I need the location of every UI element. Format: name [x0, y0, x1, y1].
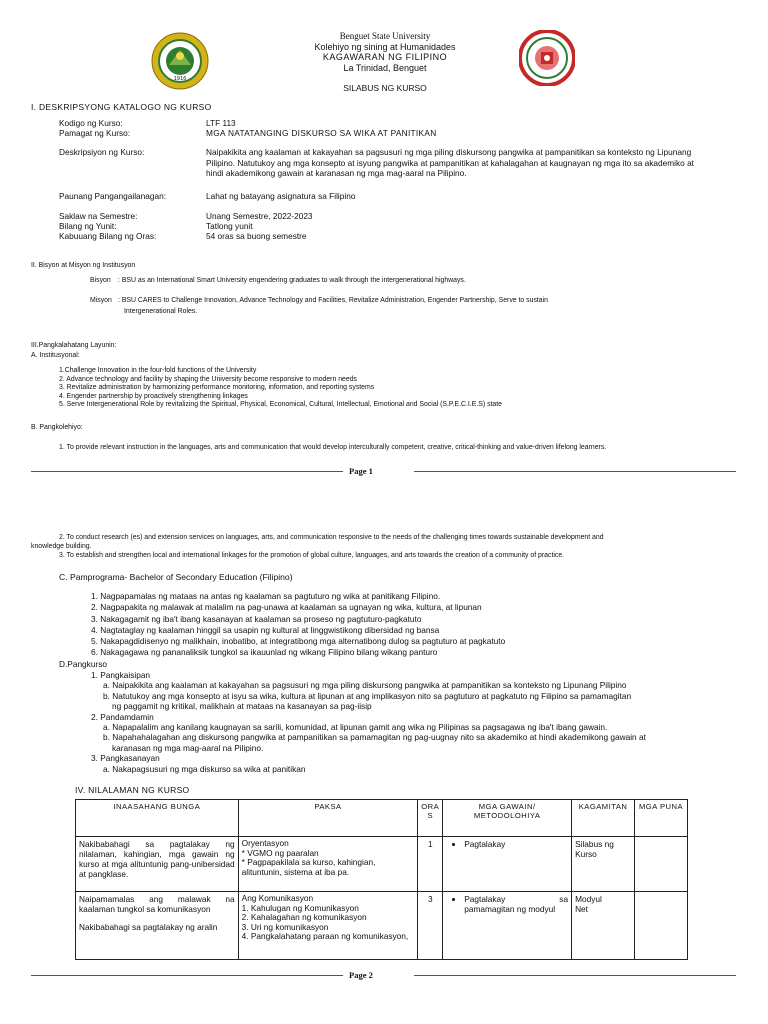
topic-cell [238, 837, 418, 892]
units-value: Tatlong yunit [206, 221, 253, 231]
list-item: a. Nakapagsusuri ng mga diskurso sa wika at panitikan [103, 763, 306, 774]
list-item: b. Napahahalagahan ang diskursong pangwika at pampanitikan sa pamamagitan ng pag-uugnay nito sa akademiko at hindi akademikong gawain at [103, 732, 646, 743]
mission-label: Misyon [90, 297, 112, 304]
list-item: a. Naipakikita ang kaalaman at kakayahan sa pagsusuri ng mga piling diskursong pangwika at pampanitikan sa konteksto ng Lipunang Pilipino [103, 680, 627, 691]
column-header: ORA S [418, 800, 443, 837]
vision-label: Bisyon [90, 277, 111, 284]
material-item: Kurso [575, 849, 597, 859]
topic-item: 2. Kahalagahan ng komunikasyon [241, 912, 367, 922]
materials-cell [572, 892, 635, 960]
materials-cell [572, 837, 635, 892]
course-description [206, 147, 746, 179]
list-item: 3. Revitalize administration by harmonizing performance monitoring, information, and reporting systems [59, 384, 375, 392]
section-i-heading: I. DESKRIPSYONG KATALOGO NG KURSO [31, 102, 212, 112]
activity-item: • Pagtalakay [464, 839, 568, 849]
cell-text: Nakibabahagi sa pagtalakay ng nilalaman, kahingian, mga gawain ng kurso at mga alituntunig pang-unibersidad at pangklase. [79, 839, 235, 879]
course-outcomes [91, 670, 646, 774]
list-item: 2. Advance technology and facility by shaping the University become responsive to modern needs [59, 375, 358, 383]
column-header: MGA GAWAIN/ METODOLOHIYA [443, 800, 572, 837]
list-item: 1.Challenge Innovation in the four-fold functions of the University [59, 367, 257, 374]
page-number: Page 1 [349, 466, 373, 476]
university-name: Benguet State University [339, 31, 431, 41]
knowledge-heading: 1. Pangkaisipan [91, 670, 151, 680]
description-label: Deskripsiyon ng Kurso: [59, 147, 145, 157]
list-item-cont: karanasan ng mga mag-aaral na Pilipino. [112, 742, 264, 753]
material-item: Net [575, 904, 588, 914]
material-item: Silabus ng [575, 839, 614, 849]
page-rule [31, 471, 343, 472]
page-number: Page 2 [349, 970, 373, 980]
page-rule [414, 975, 736, 976]
cell-text: Naipamamalas ang malawak na kaalaman tungkol sa komunikasyon [79, 894, 235, 914]
vision-text: : BSU as an International Smart University engendering graduates to walk through the intergenerational highways. [118, 277, 466, 284]
description-line: Pilipino. Natutukoy ang mga konsepto at isyung pangwika at pampanitikan at kahalagahan at kaugnayan ng mga ito sa akademiko at [206, 157, 694, 168]
topic-item: 1. Kahulugan ng Komunikasyon [241, 902, 359, 913]
column-header: PAKSA [238, 800, 418, 837]
list-item-cont: ng paggamit ng kritikal, malikhain at mataas na kasanayan sa pag-iisip [112, 701, 372, 712]
page-rule [31, 975, 343, 976]
mission-text-cont: Intergenerational Roles. [124, 308, 198, 315]
activity-cell [443, 892, 572, 960]
hours-cell: 1 [418, 837, 443, 892]
hours-cell: 3 [418, 892, 443, 960]
department-name: KAGAWARAN NG FILIPINO [322, 52, 448, 62]
table-header-row [76, 800, 688, 837]
list-item: 4. Engender partnership by proactively strengthening linkages [59, 392, 248, 400]
hours-label: Kabuuang Bilang ng Oras: [59, 231, 157, 241]
institutional-heading: A. Institusyonal: [31, 352, 80, 359]
page-rule [414, 471, 736, 472]
material-item: Modyul [575, 894, 602, 904]
college-goal-2-line: 2. To conduct research (es) and extension services on languages, arts, and communication responsive to the needs of the challenging times towards sustainable development and [59, 534, 604, 541]
table-row [76, 892, 688, 960]
prerequisite-label: Paunang Pangangailanagan: [59, 191, 167, 201]
letterhead [230, 31, 540, 73]
logo-year: 1916 [173, 76, 187, 82]
list-item: 5. Nakapagdidisenyo ng malikhain, inobatibo, at integratibong mga alternatibong dulog sa pagtuturo at pagkatuto [91, 636, 506, 647]
expected-outcome-cell [76, 837, 239, 892]
topic-item: 3. Uri ng komunikasyon [241, 921, 329, 932]
location: La Trinidad, Benguet [343, 62, 427, 73]
list-item: 2. Nagpapakita ng malawak at malalim na pag-unawa at kaalaman sa ugnayan ng wika, kultura, at lipunan [91, 602, 482, 613]
semester-label: Saklaw na Semestre: [59, 211, 138, 221]
affective-heading: 2. Pandamdamin [91, 711, 154, 722]
activity-item: • Pagtalakay sa pamamagitan ng modyul [464, 894, 568, 914]
college-goal-2-line: knowledge building. [31, 543, 92, 550]
college-goal-3: 3. To establish and strengthen local and international linkages for the promotion of global culture, languages, and arts towards the creation of a community of practice. [59, 552, 565, 559]
description-line: hindi akademikong gawain at karanasan ng mga mag-aaral na Pilipino. [206, 168, 467, 178]
course-title-value: MGA NATATANGING DISKURSO SA WIKA AT PANITIKAN [206, 128, 437, 138]
remarks-cell [635, 892, 688, 960]
units-label: Bilang ng Yunit: [59, 221, 117, 231]
course-outcomes-heading: D.Pangkurso [59, 659, 107, 669]
topic-cell [238, 892, 418, 960]
activity-cell [443, 837, 572, 892]
list-item: a. Napapalalim ang kanilang kaugnayan sa sarili, komunidad, at lipunan gamit ang wika ng Pilipinas sa pagsagawa ng iba't ibang gawain. [103, 722, 608, 733]
list-item: b. Natutukoy ang mga konsepto at isyu sa wika, kultura at lipunan at ang implikasyon nito sa pagtuturo at pagkatuto ng Filipino sa pamamagitan [103, 690, 632, 701]
topic-title: Oryentasyon [241, 838, 289, 848]
column-header: MGA PUNA [635, 800, 688, 837]
section-ii-heading: II. Bisyon at Misyon ng Institusyon [31, 262, 136, 269]
column-header: INAASAHANG BUNGA [76, 800, 239, 837]
expected-outcome-cell [76, 892, 239, 960]
remarks-cell [635, 837, 688, 892]
skills-heading: 3. Pangkasanayan [91, 753, 160, 764]
list-item: 6. Nakagagawa ng pananaliksik tungkol sa ikauunlad ng wikang Filipino bilang wikang panturo [91, 647, 438, 658]
mission-text: : BSU CARES to Challenge Innovation, Advance Technology and Facilities, Revitalize Administration, Engender Partnership, Serve to sustain [118, 297, 549, 304]
institutional-goals [59, 367, 502, 410]
semester-value: Unang Semestre, 2022-2023 [206, 211, 313, 221]
course-code-label: Kodigo ng Kurso: [59, 118, 123, 128]
topic-item: * VGMO ng paaralan [241, 847, 319, 858]
cell-text: Nakibabahagi sa pagtalakay ng aralin [79, 922, 218, 932]
topic-item: 4. Pangkalahatang paraan ng komunikasyon, [241, 931, 409, 941]
column-header: KAGAMITAN [572, 800, 635, 837]
topic-title: Ang Komunikasyon [241, 893, 314, 903]
section-iv-heading: IV. NILALAMAN NG KURSO [75, 785, 190, 795]
list-item: 3. Nakagagamit ng iba't ibang kasanayan at kaalaman sa proseso ng pagtuturo-pagkatuto [91, 613, 422, 624]
college-name: Kolehiyo ng sining at Humanidades [314, 41, 456, 52]
list-item: 5. Serve Intergenerational Role by revitalizing the Spiritual, Physical, Economical, Cultural, Intellectual, Emotional and Social (S.P.E.C.I.E.S) state [59, 401, 503, 409]
document-title: SILABUS NG KURSO [343, 83, 427, 93]
course-code-value: LTF 113 [206, 118, 236, 128]
hours-value: 54 oras sa buong semestre [206, 231, 307, 241]
table-row [76, 837, 688, 892]
program-outcomes [91, 591, 505, 659]
college-goals-heading: B. Pangkolehiyo: [31, 424, 83, 431]
bsu-logo [151, 32, 209, 90]
course-content-table [75, 799, 688, 960]
prerequisite-value: Lahat ng batayang asignatura sa Filipino [206, 191, 356, 201]
college-goal-1: 1. To provide relevant instruction in the languages, arts and communication that would develop interculturally competent, creative, critical-thinking and value-driven lifelong learners. [59, 444, 607, 451]
college-goal-2 [31, 533, 737, 560]
list-item: 1. Nagpapamalas ng mataas na antas ng kaalaman sa pagtuturo ng wika at panitikang Filipino. [91, 591, 441, 601]
program-heading: C. Pamprograma- Bachelor of Secondary Education (Filipino) [59, 572, 293, 582]
list-item: 4. Nagtataglay ng kaalaman hinggil sa usapin ng kultural at linggwistikong dibersidad ng bansa [91, 624, 440, 635]
description-line: Naipakikita ang kaalaman at kakayahan sa pagsusuri ng mga piling diskursong pangwika at pampanitikan sa konteksto ng Lipunang [206, 147, 692, 157]
topic-item: * Pagpapakilala sa kurso, kahingian, alituntunin, sistema at iba pa. [241, 857, 376, 877]
course-title-label: Pamagat ng Kurso: [59, 128, 131, 138]
section-iii-heading: III.Pangkalahatang Layunin: [31, 342, 117, 349]
